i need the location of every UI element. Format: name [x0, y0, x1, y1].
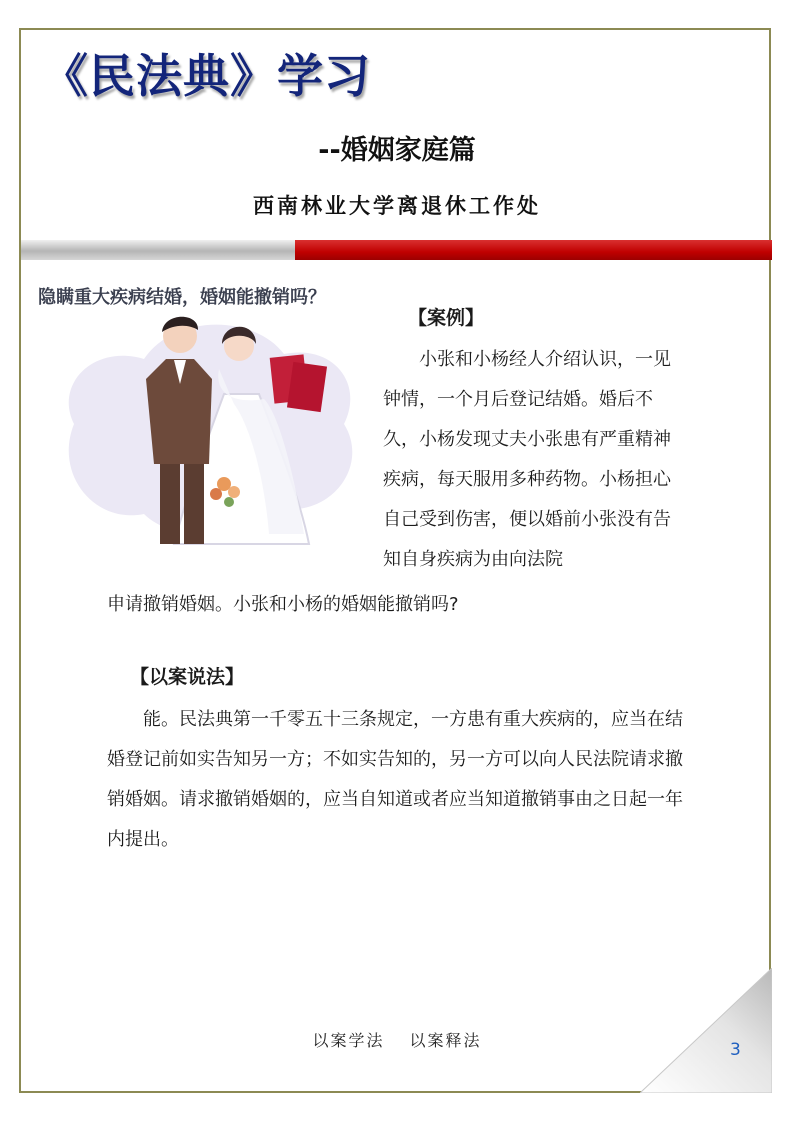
law-explanation-paragraph: [107, 700, 685, 860]
page-curl-corner: [640, 968, 772, 1093]
case-paragraph-text: 小张和小杨经人介绍认识，一见钟情，一个月后登记结婚。婚后不久，小杨发现丈夫小张患有严重精神疾病，每天服用多种药物。小杨担心自己受到伤害，便以婚前小张没有告知自身疾病为由向法院: [383, 349, 671, 570]
case-paragraph-tail: 申请撤销婚姻。小张和小杨的婚姻能撤销吗?: [107, 594, 459, 615]
page-title: 《民法典》学习: [42, 49, 371, 103]
page-subtitle: --婚姻家庭篇: [318, 135, 476, 166]
page-number: 3: [730, 1040, 741, 1060]
wedding-couple-illustration: [34, 274, 374, 554]
illustration-caption: 隐瞒重大疾病结婚，婚姻能撤销吗？: [38, 287, 326, 308]
law-explanation-text: 能。民法典第一千零五十三条规定，一方患有重大疾病的，应当在结婚登记前如实告知另一方；不如实告知的，另一方可以向人民法院请求撤销婚姻。请求撤销婚姻的，应当自知道或者应当知道撤销事由之日起一年内提出。: [107, 709, 683, 850]
organization-name: 西南林业大学离退休工作处: [253, 193, 541, 218]
law-explanation-heading: 【以案说法】: [130, 666, 245, 688]
footer-slogan: 以案学法 以案释法: [312, 1031, 482, 1050]
divider-bar-gray: [21, 240, 296, 260]
case-heading: 【案例】: [408, 307, 485, 329]
case-paragraph: [383, 340, 683, 580]
divider-bar-red: [295, 240, 772, 260]
